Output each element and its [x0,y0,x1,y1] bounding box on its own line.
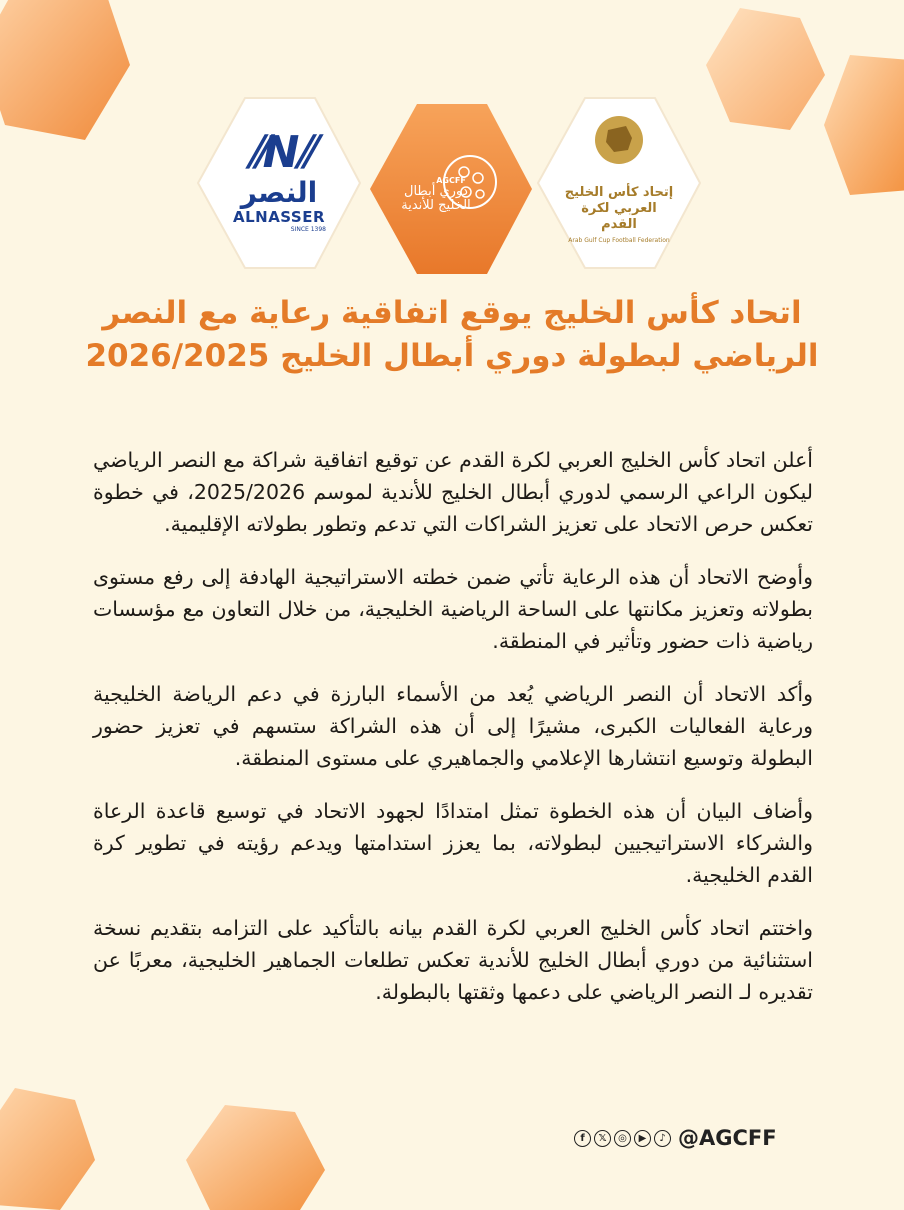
headline: اتحاد كأس الخليج يوقع اتفاقية رعاية مع النصر الرياضي لبطولة دوري أبطال الخليج 2026/2025 [85,295,819,374]
paragraph-1: أعلن اتحاد كأس الخليج العربي لكرة القدم عن توقيع اتفاقية شراكة مع النصر الرياضي ليكون الراعي الرسمي لدوري أبطال الخليج للأندية لموسم 2025/2026، في خطوة تعكس حرص الاتحاد على تعزيز الشراكات التي تدعم وتطور بطولاته الإقليمية. [93,448,813,536]
agcff-logo [530,88,708,278]
social-handle[interactable]: @AGCFF [678,1126,777,1150]
agcff-name-en: Arab Gulf Cup Football Federation [568,236,670,244]
alnasser-emblem-icon: ⫽N⫽ [246,127,312,178]
x-icon[interactable]: 𝕏 [594,1130,611,1147]
article-body [93,444,813,1029]
social-footer [574,1124,777,1152]
instagram-icon[interactable]: ◎ [614,1130,631,1147]
agcff-name-ar: إتحاد كأس الخليج العربي لكرة القدم [564,184,674,232]
alnasser-name-ar: النصر [240,176,318,209]
decor-hexagon-top-right [700,0,830,140]
alnasser-name-en: ALNASSER [232,208,326,226]
facebook-icon[interactable]: f [574,1130,591,1147]
decor-hexagon-top-left [0,0,140,160]
youtube-icon[interactable]: ▶ [634,1130,651,1147]
decor-hexagon-right [820,50,904,200]
paragraph-2: وأوضح الاتحاد أن هذه الرعاية تأتي ضمن خطته الاستراتيجية الهادفة إلى رفع مستوى بطولاته وتعزيز مكانتها على الساحة الرياضية الخليجية، من خلال التعاون مع مؤسسات رياضية ذات حضور وتأثير في المنطقة. [93,565,813,653]
decor-hexagon-bottom-left [0,1080,100,1210]
league-name-ar: دوري أبطال الخليج للأندية [401,183,471,213]
league-abbr: AGCFF [436,175,466,185]
gulf-champions-league-logo [362,94,540,284]
paragraph-3: وأكد الاتحاد أن النصر الرياضي يُعد من الأسماء البارزة في دعم الرياضة الخليجية ورعاية الفعاليات الكبرى، مشيرًا إلى أن هذه الشراكة ستسهم في تعزيز حضور البطولة وتوسيع انتشارها الإعلامي والجماهيري على مستوى المنطقة. [93,682,813,770]
paragraph-5: واختتم اتحاد كأس الخليج العربي لكرة القدم بيانه بالتأكيد على التزامه بتقديم نسخة استثنائية من دوري أبطال الخليج للأندية تعكس تطلعات الجماهير الخليجية، معربًا عن تقديره لـ النصر الرياضي على دعمها وثقتها بالبطولة. [93,916,813,1004]
alnasser-logo [190,88,368,278]
paragraph-4: وأضاف البيان أن هذه الخطوة تمثل امتدادًا لجهود الاتحاد في توسيع قاعدة الرعاة والشركاء الاستراتيجيين لبطولاته، بما يعزز استدامتها ويدعم رؤيته في تطوير كرة القدم الخليجية. [93,799,813,887]
partner-logos [190,88,710,278]
alnasser-since: SINCE 1398 [290,226,326,233]
tiktok-icon[interactable]: ♪ [654,1130,671,1147]
decor-hexagon-bottom-center [180,1100,330,1210]
